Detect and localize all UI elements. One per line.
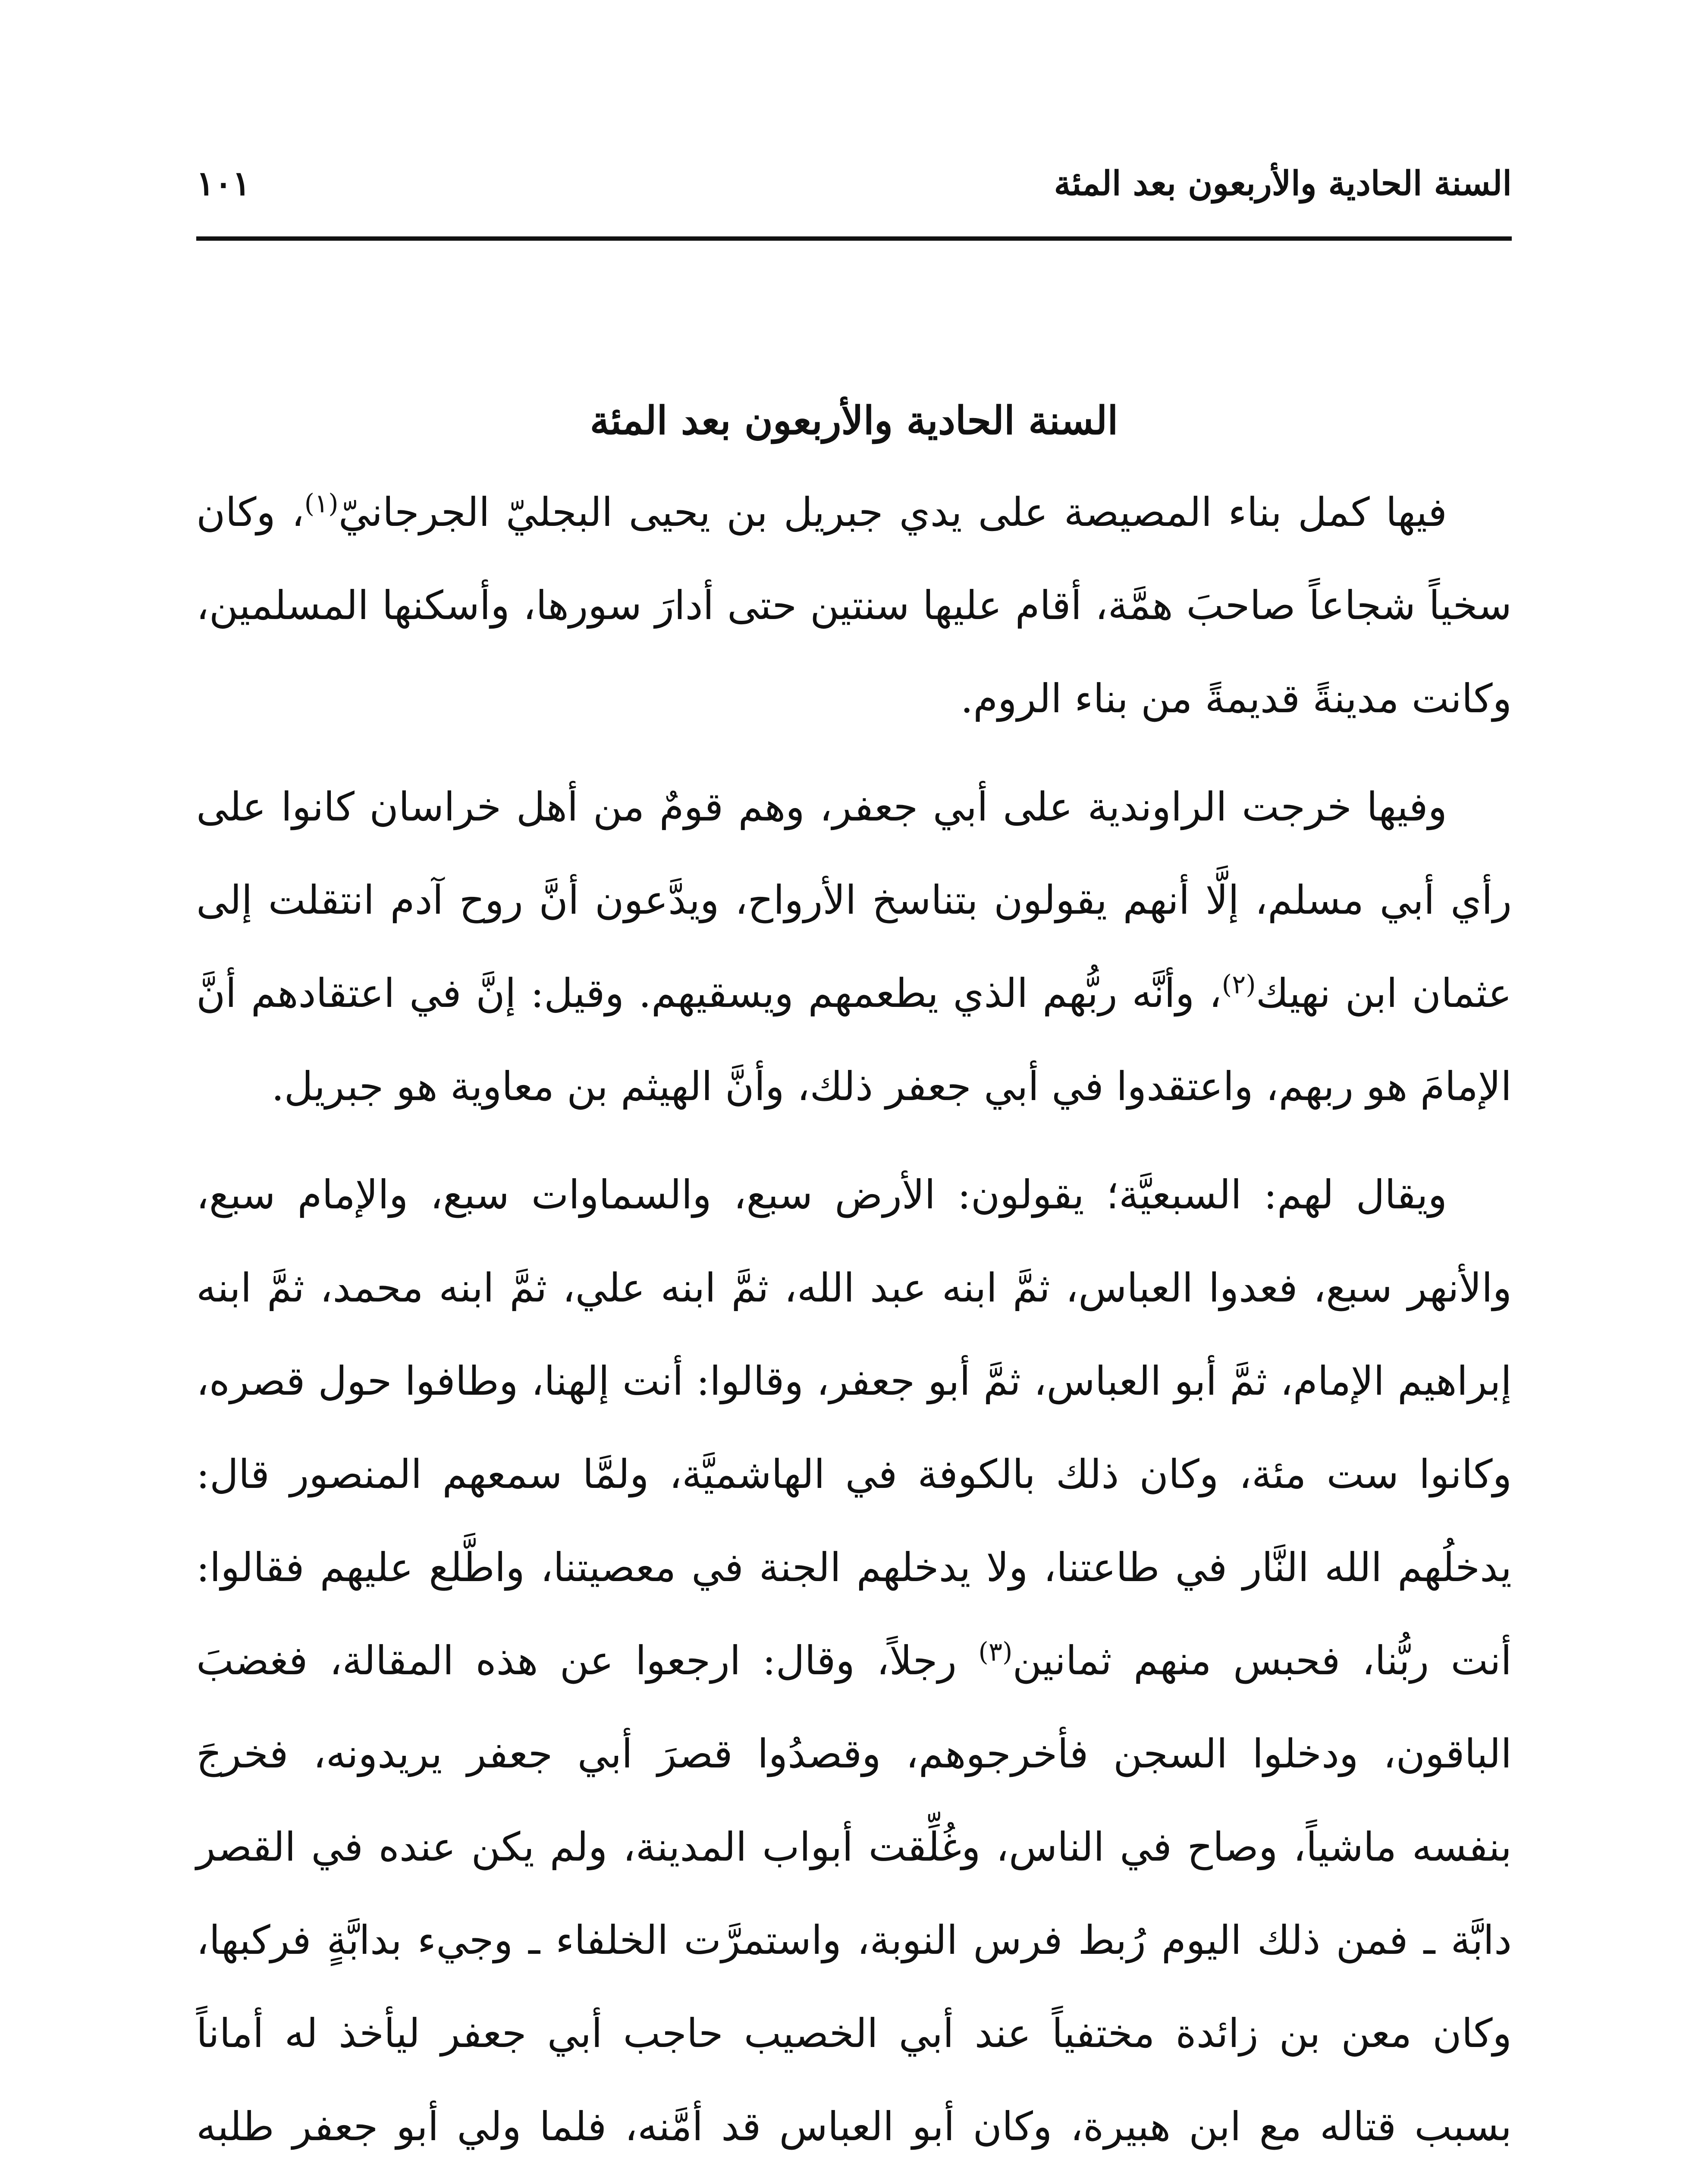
footnote-marker-2[interactable]: (٢) [1221, 969, 1256, 1000]
paragraph-3-text-a: ويقال لهم: السبعيَّة؛ يقولون: الأرض سبع، والسماوات سبع، والإمام سبع، والأنهر سبع، فعدوا العباس، ثمَّ ابنه عبد الله، ثمَّ ابنه علي، ثمَّ ابنه محمد، ثمَّ ابنه إبراهيم الإمام، ثمَّ أبو العباس، ثمَّ أبو جعفر، وقالوا: أنت إلهنا، وطافوا حول قصره، وكانوا ست مئة، وكان ذلك بالكوفة في الهاشميَّة، ولمَّا سمعهم المنصور قال: يدخلُهم الله النَّار في طاعتنا، ولا يدخلهم الجنة في معصيتنا، واطَّلع عليهم فقالوا: أنت ربُّنا، فحبس منهم ثمانين [196, 1172, 1512, 1684]
section-title: السنة الحادية والأربعون بعد المئة [590, 398, 1118, 443]
footnote-marker-1[interactable]: (١) [304, 488, 339, 519]
running-header [196, 151, 1512, 216]
running-header-title: السنة الحادية والأربعون بعد المئة [1054, 164, 1512, 203]
page-number: ١٠١ [196, 164, 251, 203]
paragraph-1-text-b: ، وكان سخياً شجاعاً صاحبَ همَّة، أقام عليها سنتين حتى أدارَ سورها، وأسكنها المسلمين، وكانت مدينةً قديمةً من بناء الروم. [196, 489, 1512, 722]
header-rule [196, 236, 1512, 241]
paragraph-1 [196, 466, 1512, 745]
paragraph-3-text-b: رجلاً، وقال: ارجعوا عن هذه المقالة، فغضبَ الباقون، ودخلوا السجن فأخرجوهم، وقصدُوا قصرَ أبي جعفر يريدونه، فخرجَ بنفسه ماشياً، وصاح في الناس، وغُلِّقت أبواب المدينة، ولم يكن عنده في القصر دابَّة ـ فمن ذلك اليوم رُبط فرس النوبة، واستمرَّت الخلفاء ـ وجيء بدابَّةٍ فركبها، وكان معن بن زائدة مختفياً عند أبي الخصيب حاجب أبي جعفر ليأخذ له أماناً بسبب قتاله مع ابن هبيرة، وكان أبو العباس قد أمَّنه، فلما ولي أبو جعفر طلبه [196, 1638, 1512, 2150]
paragraph-2 [196, 761, 1512, 1133]
paragraph-2-text-b: ، وأنَّه ربُّهم الذي يطعمهم ويسقيهم. وقيل: إنَّ في اعتقادهم أنَّ الإمامَ هو ربهم، واعتقدوا في أبي جعفر ذلك، وأنَّ الهيثم بن معاوية هو جبريل. [196, 970, 1512, 1110]
footnote-marker-3[interactable]: (٣) [978, 1637, 1013, 1667]
paragraph-3 [196, 1148, 1512, 2157]
paragraph-2-text-a: وفيها خرجت الراوندية على أبي جعفر، وهم قومٌ من أهل خراسان كانوا على رأي أبي مسلم، إلَّا أنهم يقولون بتناسخ الأرواح، ويدَّعون أنَّ روح آدم انتقلت إلى عثمان ابن نهيك [196, 784, 1512, 1016]
paragraph-1-text-a: فيها كمل بناء المصيصة على يدي جبريل بن يحيى البجليّ الجرجانيّ [338, 489, 1447, 535]
body-text [196, 466, 1512, 2157]
